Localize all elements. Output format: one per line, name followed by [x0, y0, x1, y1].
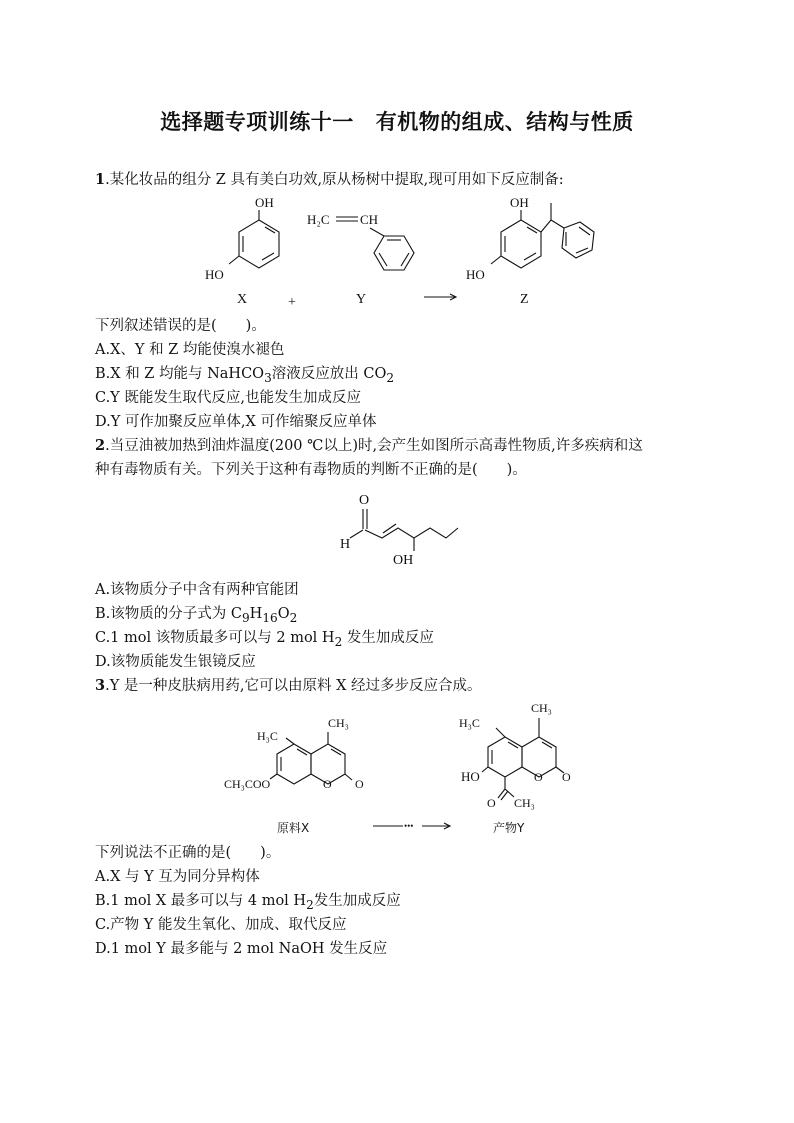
q1-option-b: [95, 364, 394, 388]
q3-x-o-carbonyl: O: [355, 777, 364, 791]
q2-option-d: D.该物质能发生银镜反应: [95, 654, 256, 670]
q1-y-h2c: H₂C: [307, 212, 330, 227]
q1-option-b-sub1: 3: [264, 370, 272, 385]
q1-plus-sign: +: [288, 295, 296, 310]
q1-number: 1: [95, 171, 106, 188]
q2-stem-line1: [95, 436, 643, 456]
q3-option-c: C.产物 Y 能发生氧化、加成、取代反应: [95, 917, 347, 933]
q3-y-label: 产物Y: [493, 821, 525, 835]
q3-y-ho: HO: [461, 769, 480, 784]
q1-prompt: 下列叙述错误的是( )。: [95, 318, 266, 334]
q3-option-b-text2: 发生加成反应: [313, 893, 401, 909]
q3-stem-text: .Y 是一种皮肤病用药,它可以由原料 X 经过多步反应合成。: [105, 678, 482, 694]
q1-stem-text: .某化妆品的组分 Z 具有美白功效,原从杨树中提取,现可用如下反应制备:: [105, 172, 564, 188]
q1-z-ho-left: HO: [466, 267, 485, 282]
q3-option-b-sub: 2: [306, 897, 314, 912]
q1-option-b-sub2: 2: [386, 370, 395, 385]
q2-stem-text1: .当豆油被加热到油炸温度(200 ℃以上)时,会产生如图所示高毒性物质,许多疾病和这: [105, 438, 643, 454]
q2-option-b-sub1: 9: [241, 610, 250, 625]
q1-x-ho-left: HO: [205, 267, 224, 282]
q2-option-c-text2: 发生加成反应: [342, 630, 434, 646]
q2-stem-line2: 种有毒物质有关。下列关于这种有毒物质的判断不正确的是( )。: [95, 462, 527, 478]
q3-x-o-ring: O: [323, 777, 332, 791]
q3-prompt: 下列说法不正确的是( )。: [95, 845, 281, 861]
q2-option-b-h: H: [249, 606, 263, 622]
q1-compound-x: [205, 195, 279, 282]
q2-option-b-text: B.该物质的分子式为 C: [95, 606, 242, 622]
q3-option-b-text1: B.1 mol X 最多可以与 4 mol H: [95, 893, 307, 909]
q2-h-label: H: [340, 537, 351, 552]
title-part2: 有机物的组成、结构与性质: [375, 110, 634, 134]
q2-option-b-o: O: [277, 606, 290, 622]
q3-number: 3: [95, 677, 106, 694]
q1-label-z: Z: [520, 292, 529, 307]
q1-z-oh-top: OH: [510, 195, 529, 210]
q1-y-ch: CH: [360, 212, 379, 227]
q2-option-c-text1: C.1 mol 该物质最多可以与 2 mol H: [95, 630, 335, 646]
q2-structure: [340, 493, 458, 568]
q1-compound-z: [466, 195, 594, 282]
q3-option-b: [95, 891, 401, 915]
q3-y-o-ring: O: [534, 770, 543, 784]
q3-x-acetoxy: CH₃COO: [224, 777, 271, 791]
q2-option-b: [95, 604, 297, 628]
q3-y-ch3-top: CH₃: [531, 701, 552, 715]
q1-option-a: A.X、Y 和 Z 均能使溴水褪色: [95, 342, 285, 358]
q2-option-b-sub3: 2: [289, 610, 298, 625]
q1-option-b-text1: B.X 和 Z 均能与 NaHCO: [95, 366, 265, 382]
q2-oh-label: OH: [393, 553, 414, 568]
q2-option-c: [95, 628, 434, 652]
title-part1: 选择题专项训练十一: [160, 110, 354, 134]
q1-option-b-text2: 溶液反应放出 CO: [271, 366, 387, 382]
q3-option-a: A.X 与 Y 互为同分异构体: [95, 869, 260, 885]
q2-number: 2: [95, 437, 106, 454]
q3-compound-y: [459, 701, 571, 810]
q3-arrow-dots: •••: [404, 821, 414, 831]
q3-x-label: 原料X: [277, 821, 310, 835]
q3-y-o-carbonyl: O: [562, 770, 571, 784]
q2-option-c-sub: 2: [334, 634, 343, 649]
q1-option-c: C.Y 既能发生取代反应,也能发生加成反应: [95, 390, 361, 406]
q3-x-ch3-top: CH₃: [328, 716, 349, 730]
q2-option-b-sub2: 16: [262, 610, 278, 625]
q3-y-h3c: H₃C: [459, 716, 480, 730]
q3-stem: [95, 676, 482, 696]
q2-o-label: O: [359, 493, 370, 508]
q3-compound-x: [224, 716, 364, 791]
q3-y-ch3-acetyl: CH₃: [514, 796, 535, 810]
q1-label-y: Y: [356, 292, 367, 307]
q3-y-o-acetyl: O: [487, 796, 496, 810]
q3-option-d: D.1 mol Y 最多能与 2 mol NaOH 发生反应: [95, 941, 388, 957]
q1-label-x: X: [237, 292, 248, 307]
q3-x-h3c: H₃C: [257, 729, 278, 743]
q1-option-d: D.Y 可作加聚反应单体,X 可作缩聚反应单体: [95, 414, 377, 430]
q1-compound-y: [307, 212, 414, 270]
q2-option-a: A.该物质分子中含有两种官能团: [95, 582, 299, 598]
q1-x-oh-top: OH: [255, 195, 274, 210]
